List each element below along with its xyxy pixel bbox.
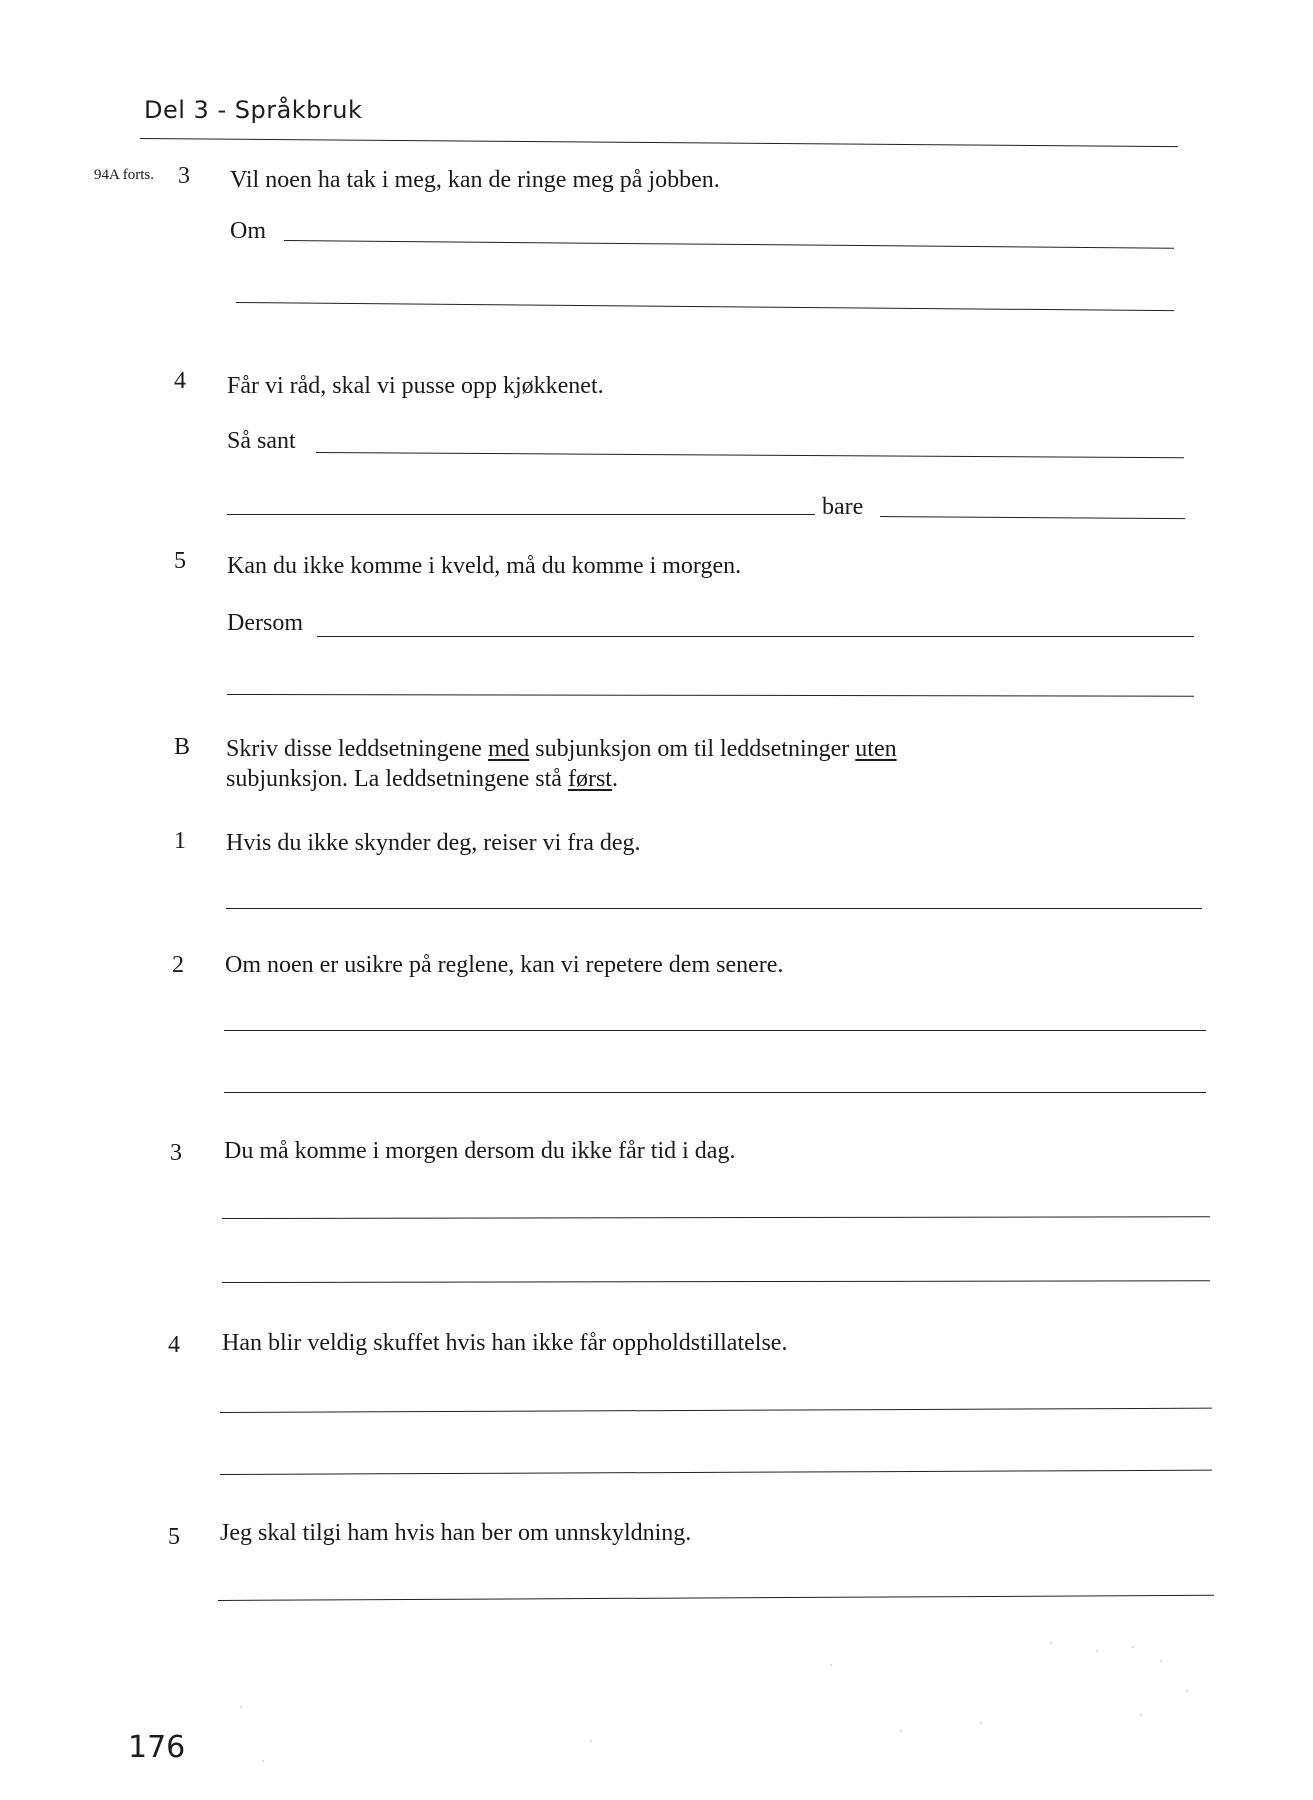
exercise-sentence: Han blir veldig skuffet hvis han ikke får oppholdstillatelse. xyxy=(222,1330,788,1356)
item-number: 4 xyxy=(174,368,186,394)
exercise-label: 94A forts. xyxy=(94,167,154,183)
page-number: 176 xyxy=(128,1730,186,1765)
page-header-title: Del 3 - Språkbruk xyxy=(144,96,363,124)
instruction-text: subjunksjon. La leddsetningene stå xyxy=(226,766,568,792)
instruction-text: Skriv disse leddsetningene xyxy=(226,736,488,762)
instruction-emphasis-uten: uten xyxy=(855,736,897,762)
scan-speck xyxy=(1132,1646,1134,1648)
answer-line[interactable] xyxy=(880,516,1185,519)
scan-speck xyxy=(830,1664,832,1666)
answer-line[interactable] xyxy=(222,1216,1210,1219)
section-letter: B xyxy=(174,734,191,760)
item-number: 3 xyxy=(178,163,190,189)
item-number: 5 xyxy=(174,548,186,574)
scan-speck xyxy=(1050,1642,1052,1644)
exercise-sentence: Får vi råd, skal vi pusse opp kjøkkenet. xyxy=(227,373,604,399)
answer-line[interactable] xyxy=(227,694,1194,697)
instruction-text: . xyxy=(611,766,618,792)
exercise-sentence: Vil noen ha tak i meg, kan de ringe meg på jobben. xyxy=(230,167,720,193)
exercise-sentence: Jeg skal tilgi ham hvis han ber om unnskyldning. xyxy=(220,1520,692,1546)
answer-line[interactable] xyxy=(224,1030,1206,1031)
scan-speck xyxy=(900,1730,902,1732)
item-number: 1 xyxy=(174,828,186,854)
answer-prompt: Dersom xyxy=(227,610,303,636)
scan-speck xyxy=(1186,1690,1188,1692)
exercise-sentence: Du må komme i morgen dersom du ikke får tid i dag. xyxy=(224,1138,736,1164)
scan-speck xyxy=(980,1722,982,1724)
answer-line[interactable] xyxy=(220,1408,1212,1413)
exercise-sentence: Kan du ikke komme i kveld, må du komme i morgen. xyxy=(227,553,742,579)
instruction-text: subjunksjon om til leddsetninger xyxy=(529,736,856,762)
item-number: 5 xyxy=(168,1524,180,1550)
answer-line[interactable] xyxy=(226,908,1202,909)
answer-prompt: Så sant xyxy=(227,428,296,454)
scan-speck xyxy=(1096,1650,1098,1652)
scan-speck xyxy=(240,1706,242,1708)
instruction-emphasis-forst: først xyxy=(567,766,612,792)
instruction-emphasis-med: med xyxy=(487,736,530,762)
section-instruction-line1 xyxy=(226,736,897,763)
item-number: 2 xyxy=(172,952,184,978)
answer-line[interactable] xyxy=(227,514,815,515)
answer-line[interactable] xyxy=(218,1595,1214,1601)
section-instruction-line2 xyxy=(226,766,618,793)
answer-prompt: Om xyxy=(230,218,266,244)
answer-line[interactable] xyxy=(220,1470,1212,1475)
answer-line[interactable] xyxy=(316,452,1184,458)
header-rule xyxy=(140,138,1178,147)
exercise-sentence: Om noen er usikre på reglene, kan vi repetere dem senere. xyxy=(225,952,784,978)
answer-line[interactable] xyxy=(224,1092,1206,1093)
answer-line[interactable] xyxy=(317,636,1194,637)
answer-line[interactable] xyxy=(236,302,1174,311)
answer-line[interactable] xyxy=(222,1280,1210,1283)
scan-speck xyxy=(1140,1714,1142,1716)
scan-speck xyxy=(590,1740,592,1742)
scan-speck xyxy=(1160,1660,1162,1662)
inline-word: bare xyxy=(822,494,864,520)
exercise-sentence: Hvis du ikke skynder deg, reiser vi fra deg. xyxy=(226,830,641,856)
item-number: 3 xyxy=(170,1140,182,1166)
answer-line[interactable] xyxy=(284,240,1174,249)
item-number: 4 xyxy=(168,1332,180,1358)
scan-speck xyxy=(262,1760,264,1762)
